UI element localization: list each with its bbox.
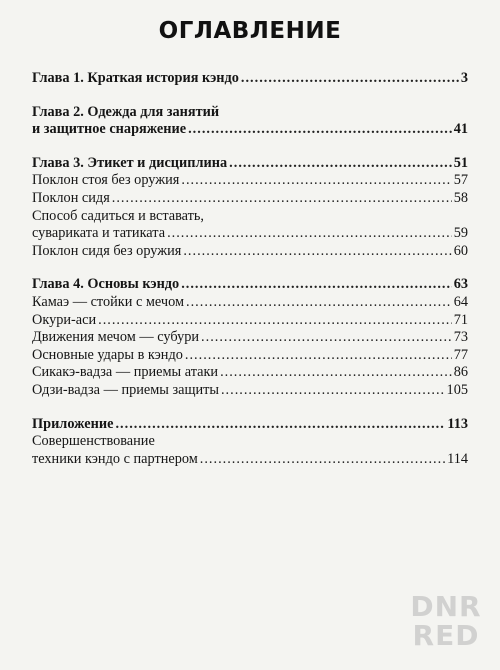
toc-entry-chapter-2-line-2[interactable] xyxy=(32,121,468,139)
toc-entry-section[interactable] xyxy=(32,190,468,208)
dot-leader xyxy=(185,347,452,365)
toc-entry-appendix[interactable] xyxy=(32,416,468,434)
table-of-contents xyxy=(32,70,468,468)
toc-entry-chapter-3[interactable] xyxy=(32,155,468,173)
toc-entry-page: 59 xyxy=(453,225,468,242)
toc-entry-section[interactable] xyxy=(32,347,468,365)
watermark-logo xyxy=(406,592,486,654)
dot-leader xyxy=(220,364,452,382)
toc-entry-page: 60 xyxy=(453,242,468,259)
toc-entry-page: 71 xyxy=(453,311,468,328)
toc-entry-page: 77 xyxy=(453,346,468,363)
toc-entry-title: Одзи-вадза — приемы защиты xyxy=(32,381,219,398)
toc-entry-page: 105 xyxy=(446,381,468,398)
toc-entry-title: Камаэ — стойки с мечом xyxy=(32,293,185,310)
toc-entry-title: Движения мечом — субури xyxy=(32,329,200,346)
dot-leader xyxy=(200,451,445,469)
toc-entry-title: Способ садиться и вставать, xyxy=(32,207,204,224)
dot-leader xyxy=(183,243,451,261)
toc-entry-title: Поклон сидя без оружия xyxy=(32,242,182,259)
dot-leader xyxy=(181,172,451,190)
page-title: ОГЛАВЛЕНИЕ xyxy=(158,18,342,44)
toc-entry-chapter-1[interactable] xyxy=(32,70,468,88)
dot-leader xyxy=(229,155,452,173)
toc-entry-title: Совершенствование xyxy=(32,433,155,450)
toc-entry-page: 41 xyxy=(453,121,468,138)
toc-entry-page: 86 xyxy=(453,364,468,381)
toc-entry-page: 51 xyxy=(453,154,468,171)
dot-leader xyxy=(221,382,445,400)
toc-entry-page: 114 xyxy=(447,450,468,467)
watermark-line: DNR xyxy=(410,590,482,623)
toc-entry-title: Окури-аси xyxy=(32,311,97,328)
dot-leader xyxy=(188,121,452,139)
toc-entry-title: Глава 3. Этикет и дисциплина xyxy=(32,154,228,171)
dot-leader xyxy=(241,70,459,88)
toc-entry-title: Глава 1. Краткая история кэндо xyxy=(32,70,239,86)
toc-entry-page: 63 xyxy=(453,276,468,293)
dot-leader xyxy=(115,416,445,434)
toc-entry-page: 64 xyxy=(453,293,468,310)
toc-entry-section[interactable] xyxy=(32,312,468,330)
toc-entry-page: 58 xyxy=(453,189,468,206)
toc-entry-section-line-2[interactable] xyxy=(32,225,468,243)
toc-entry-section-line-1[interactable] xyxy=(32,208,468,226)
toc-entry-section-line-1[interactable] xyxy=(32,433,468,451)
dot-leader xyxy=(181,276,452,294)
toc-entry-chapter-4[interactable] xyxy=(32,276,468,294)
dot-leader xyxy=(167,225,452,243)
toc-entry-section[interactable] xyxy=(32,172,468,190)
toc-entry-section-line-2[interactable] xyxy=(32,451,468,469)
dot-leader xyxy=(98,312,452,330)
dot-leader xyxy=(112,190,452,208)
dot-leader xyxy=(201,329,452,347)
toc-entry-title: сувариката и татиката xyxy=(32,225,166,242)
toc-entry-section[interactable] xyxy=(32,382,468,400)
toc-entry-title: Глава 2. Одежда для занятий xyxy=(32,103,220,120)
dot-leader xyxy=(186,294,452,312)
toc-entry-title: Основные удары в кэндо xyxy=(32,346,183,363)
toc-entry-title: Приложение xyxy=(32,415,114,432)
toc-entry-page: 113 xyxy=(447,415,468,432)
toc-entry-page: 57 xyxy=(453,172,468,189)
watermark-line: RED xyxy=(412,619,480,652)
toc-entry-title: техники кэндо с партнером xyxy=(32,450,198,467)
toc-entry-title: и защитное снаряжение xyxy=(32,121,187,138)
toc-entry-chapter-2-line-1[interactable] xyxy=(32,104,468,122)
toc-entry-page: 73 xyxy=(453,329,468,346)
toc-entry-section[interactable] xyxy=(32,329,468,347)
toc-entry-section[interactable] xyxy=(32,294,468,312)
toc-entry-section[interactable] xyxy=(32,243,468,261)
toc-entry-title: Поклон сидя xyxy=(32,189,110,206)
toc-entry-section[interactable] xyxy=(32,364,468,382)
toc-entry-title: Сикакэ-вадза — приемы атаки xyxy=(32,364,219,381)
toc-entry-title: Глава 4. Основы кэндо xyxy=(32,276,180,293)
toc-entry-title: Поклон стоя без оружия xyxy=(32,172,180,189)
toc-entry-page: 3 xyxy=(460,70,468,86)
